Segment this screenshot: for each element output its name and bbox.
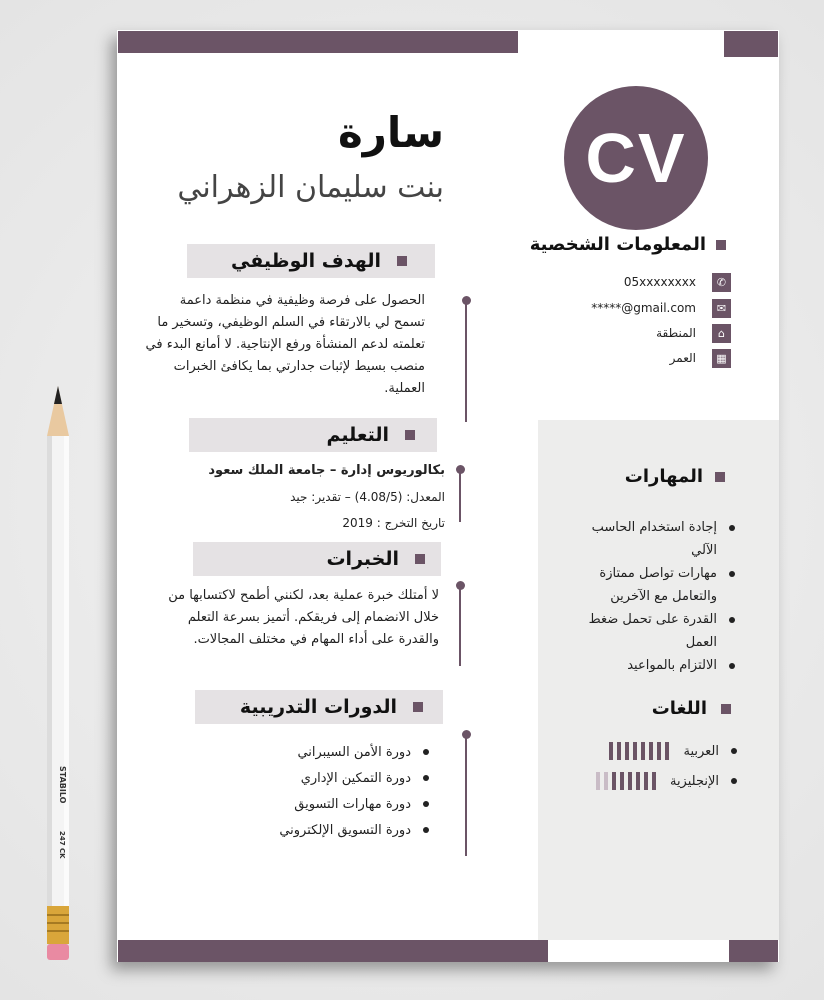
personal-info-title: المعلومات الشخصية	[512, 234, 726, 255]
language-level-segment	[609, 742, 613, 760]
contact-age: العمر ▦	[477, 348, 731, 368]
family-name: بنت سليمان الزهراني	[177, 170, 444, 205]
language-level-segment	[604, 772, 608, 790]
education-graduation: تاريخ التخرج : 2019	[342, 516, 445, 530]
pencil-image	[44, 386, 72, 964]
bottom-bar-left	[118, 940, 548, 962]
languages-title: اللغات	[607, 698, 731, 719]
skills-title: المهارات	[577, 466, 725, 487]
language-level-bar	[592, 772, 656, 790]
language-level-segment	[657, 742, 661, 760]
section-marker-icon	[413, 702, 423, 712]
contact-phone: 05xxxxxxxx ✆	[477, 272, 731, 292]
skills-list	[577, 516, 735, 677]
courses-list	[237, 740, 429, 844]
list-item: الالتزام بالمواعيد	[577, 654, 735, 677]
objective-text: الحصول على فرصة وظيفية في منظمة داعمة تسمح لي بالارتقاء في السلم الوظيفي، وتسخير ما تعلمته لدعم المنشأة ورفع الإنتاجية. لا أمانع البدء في منصب بسيط لإثبات جدارتي بما يكافئ الخبرات العملية.	[145, 293, 425, 396]
language-level-segment	[617, 742, 621, 760]
timeline-line	[459, 470, 461, 522]
education-header: التعليم	[189, 418, 437, 452]
language-level-segment	[620, 772, 624, 790]
language-level-bar	[605, 742, 669, 760]
contact-region: المنطقة ⌂	[477, 323, 731, 343]
language-level-segment	[633, 742, 637, 760]
phone-icon: ✆	[712, 273, 731, 292]
mail-icon: ✉	[712, 299, 731, 318]
svg-text:247 CK: 247 CK	[58, 831, 66, 859]
section-marker-icon	[716, 240, 726, 250]
section-marker-icon	[721, 704, 731, 714]
timeline-line	[459, 586, 461, 666]
contact-email: *****@gmail.com ✉	[477, 298, 731, 318]
bottom-bar-right	[729, 940, 778, 962]
language-level-segment	[625, 742, 629, 760]
language-level-segment	[612, 772, 616, 790]
list-item: إجادة استخدام الحاسب الآلي	[577, 516, 735, 562]
list-item: دورة الأمن السيبراني	[237, 740, 429, 766]
first-name: سارة	[337, 108, 444, 157]
objective-header: الهدف الوظيفي	[187, 244, 435, 278]
resume-page	[117, 30, 779, 962]
top-bar-right	[724, 31, 778, 57]
section-marker-icon	[715, 472, 725, 482]
courses-header: الدورات التدريبية	[195, 690, 443, 724]
list-item: القدرة على تحمل ضغط العمل	[577, 608, 735, 654]
list-item: مهارات تواصل ممتازة والتعامل مع الآخرين	[577, 562, 735, 608]
timeline-line	[465, 734, 467, 856]
language-level-segment	[596, 772, 600, 790]
list-item: دورة التمكين الإداري	[237, 766, 429, 792]
calendar-icon: ▦	[712, 349, 731, 368]
education-gpa: المعدل: (4.08/5) – تقدير: جيد	[290, 490, 445, 504]
top-bar-left	[118, 31, 518, 53]
home-icon: ⌂	[712, 324, 731, 343]
language-level-segment	[665, 742, 669, 760]
language-level-segment	[644, 772, 648, 790]
language-row-arabic: العربية	[587, 742, 737, 760]
experience-text: لا أمتلك خبرة عملية بعد، لكنني أطمح لاكتسابها من خلال الانضمام إلى فريقكم. أتميز بسرعة التعلم والقدرة على أداء المهام في مختلف المجالات.	[168, 588, 439, 647]
education-degree: بكالوريوس إدارة – جامعة الملك سعود	[208, 463, 445, 478]
language-level-segment	[628, 772, 632, 790]
language-level-segment	[636, 772, 640, 790]
language-level-segment	[652, 772, 656, 790]
list-item: دورة التسويق الإلكتروني	[237, 818, 429, 844]
svg-text:STABILO: STABILO	[58, 766, 67, 804]
experience-header: الخبرات	[193, 542, 441, 576]
section-marker-icon	[415, 554, 425, 564]
language-level-segment	[649, 742, 653, 760]
section-marker-icon	[405, 430, 415, 440]
language-row-english: الإنجليزية	[587, 772, 737, 790]
list-item: دورة مهارات التسويق	[237, 792, 429, 818]
language-level-segment	[641, 742, 645, 760]
section-marker-icon	[397, 256, 407, 266]
cv-logo: CV	[564, 86, 708, 230]
timeline-line	[465, 300, 467, 422]
sidebar-panel	[538, 420, 779, 940]
